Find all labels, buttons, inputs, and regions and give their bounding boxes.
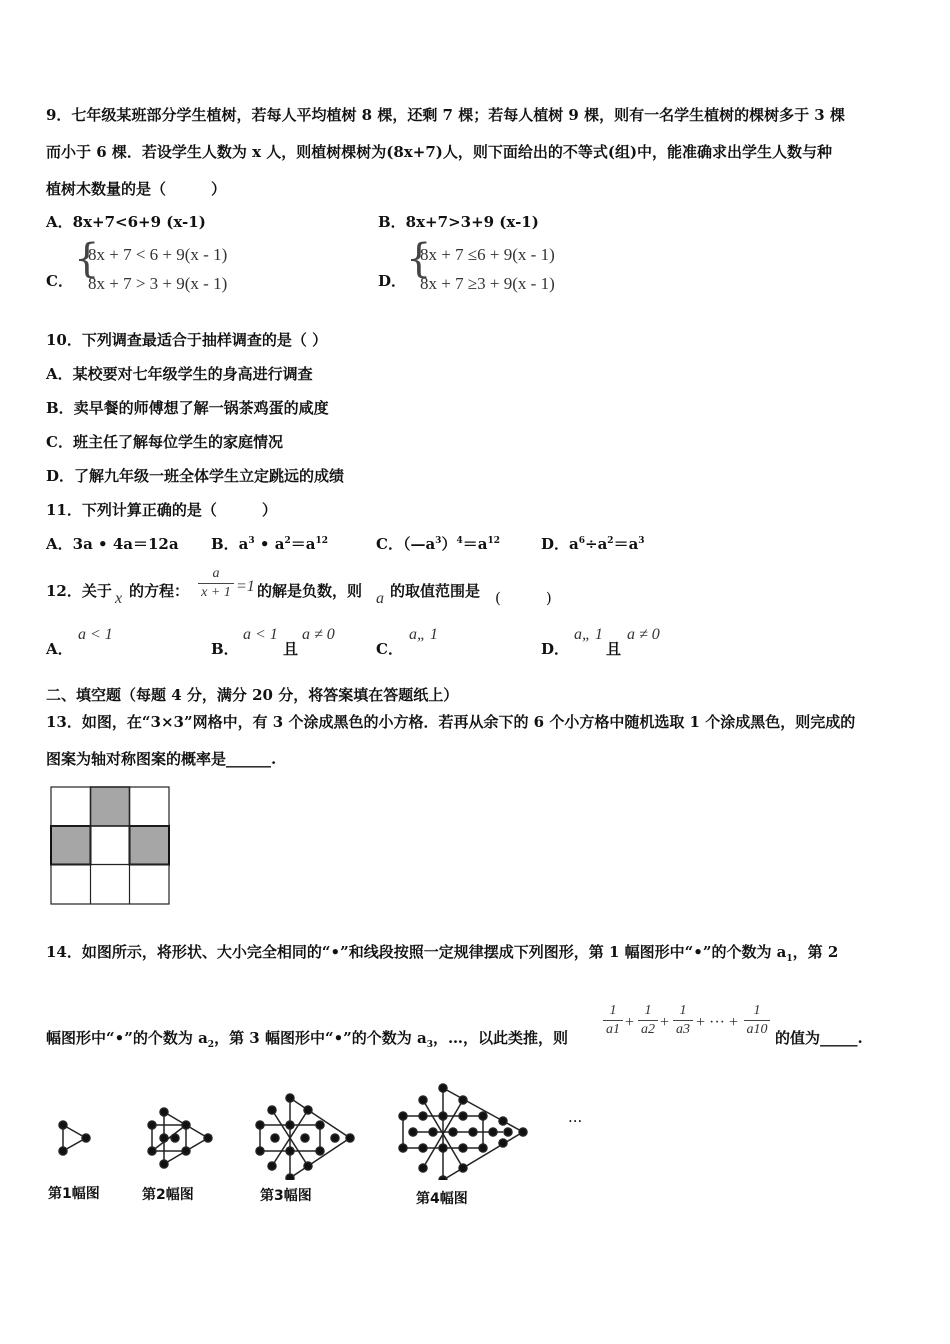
q14-line-1: 14．如图所示，将形状、大小完全相同的“•”和线段按照一定规律摆成下列图形，第 1 幅图形中“•”的个数为 $a_1$，第 2 (46, 943, 839, 964)
q9-line-2: 而小于 6 棵．若设学生人数为 x 人，则植树棵树为(8x+7)人，则下面给出的不等式(组)中，能准确求出学生人数与种 (46, 143, 833, 161)
q14-caption-3: 第3幅图 (260, 1188, 312, 1204)
q12-option-b-label: B． (211, 640, 239, 658)
grid-cell-shaded-top (91, 787, 130, 826)
q14-figures-ellipsis: ··· (568, 1112, 583, 1130)
q10-option-a: A．某校要对七年级学生的身高进行调查 (46, 365, 313, 383)
q9-line-3: 植树木数量的是（ ） (46, 180, 227, 198)
q12-stem-b: 的方程： (129, 582, 190, 600)
q9-option-d-row-2: 8x + 7 ≥3 + 9(x - 1) (420, 274, 555, 293)
q13-grid-figure (50, 786, 172, 906)
q12-stem-a: 12．关于 (46, 582, 112, 600)
q9-option-d-row-1: 8x + 7 ≤6 + 9(x - 1) (420, 245, 555, 264)
q14-sum-plus-1: + (625, 1014, 635, 1031)
q10-option-b: B．卖早餐的师傅想了解一锅茶鸡蛋的咸度 (46, 399, 329, 417)
q14-sum-term-1: 1 a1 (603, 1003, 623, 1038)
q11-option-c: C．$(—a^3)^4=a^{12}$ (376, 535, 500, 553)
q9-option-c-system (88, 240, 227, 298)
q14-sum-dots: + ··· + (696, 1014, 739, 1031)
q12-equation-rhs: =1 (236, 578, 255, 595)
q14-line-2-end: 的值为_____. (775, 1029, 863, 1047)
q9-option-c-row-1: 8x + 7 < 6 + 9(x - 1) (88, 245, 228, 264)
grid-cell-shaded-left (51, 826, 91, 865)
pattern-figure-3 (256, 1094, 354, 1180)
q14-sum-term-10: 1 a10 (744, 1003, 770, 1038)
q9-option-c-row-2: 8x + 7 > 3 + 9(x - 1) (88, 274, 228, 293)
q9-option-d-brace: { (406, 236, 432, 282)
q12-option-a-math: a < 1 (78, 626, 113, 643)
section-2-heading: 二、填空题（每题 4 分，满分 20 分，将答案填在答题纸上） (46, 686, 459, 704)
q9-option-d-system (420, 240, 555, 298)
q12-option-a-label: A． (46, 640, 73, 658)
pattern-figure-2 (148, 1108, 212, 1168)
q12-option-d-math-2: a ≠ 0 (627, 626, 660, 643)
q14-caption-1: 第1幅图 (48, 1186, 100, 1202)
q12-fraction: a x + 1 (198, 566, 234, 601)
q12-var-a: a (376, 590, 384, 607)
q14-caption-4: 第4幅图 (416, 1191, 468, 1207)
q9-option-d-label: D． (378, 272, 407, 290)
q12-stem-d: 的取值范围是 (390, 582, 481, 600)
q12-option-d-label: D． (541, 640, 570, 658)
q12-option-b-math-1: a < 1 (243, 626, 278, 643)
q9-line-1: 9．七年级某班部分学生植树，若每人平均植树 8 棵，还剩 7 棵；若每人植树 9 棵，则有一名学生植树的棵树多于 3 棵 (46, 106, 845, 124)
q12-var-x: x (115, 590, 123, 607)
grid-cell-shaded-right (130, 826, 170, 865)
q10-option-c: C．班主任了解每位学生的家庭情况 (46, 433, 283, 451)
q12-option-b-and: 且 (283, 640, 299, 658)
q12-option-c-label: C． (376, 640, 403, 658)
q11-option-a: A．3a • 4a＝12a (46, 535, 179, 553)
pattern-figure-4 (399, 1084, 527, 1180)
q12-option-d-and: 且 (606, 640, 622, 658)
q12-stem-c: 的解是负数，则 (257, 582, 363, 600)
q11-option-b: B．$a^3$ • $a^2=a^{12}$ (211, 535, 328, 553)
q14-sum-term-2: 1 a2 (638, 1003, 658, 1038)
q9-option-b: B．8x+7>3+9 (x-1) (378, 213, 539, 231)
q13-line-1: 13．如图，在“3×3”网格中，有 3 个涂成黑色的小方格．若再从余下的 6 个小方格中随机选取 1 个涂成黑色，则完成的 (46, 713, 856, 731)
q9-option-c-brace: { (74, 236, 100, 282)
q14-sum-plus-2: + (660, 1014, 670, 1031)
q12-option-c-math: a„ 1 (409, 626, 438, 643)
q11-option-d: D．$a^6\div a^2=a^3$ (541, 535, 645, 553)
q9-option-a: A．8x+7<6+9 (x-1) (46, 213, 206, 231)
q14-pattern-figures (40, 1080, 560, 1180)
q14-sum-term-3: 1 a3 (673, 1003, 693, 1038)
q12-option-b-math-2: a ≠ 0 (302, 626, 335, 643)
q12-answer-paren: ( ) (495, 589, 552, 607)
q14-caption-2: 第2幅图 (142, 1187, 194, 1203)
q12-option-d-math-1: a„ 1 (574, 626, 603, 643)
q14-line-2: 幅图形中“•”的个数为 $a_2$，第 3 幅图形中“•”的个数为 $a_3$，…，以此类推，则 (46, 1029, 569, 1050)
q10-option-d: D．了解九年级一班全体学生立定跳远的成绩 (46, 467, 345, 485)
pattern-figure-1 (59, 1121, 90, 1155)
q11-stem: 11．下列计算正确的是（ ） (46, 501, 277, 519)
q10-stem: 10．下列调查最适合于抽样调查的是（ ） (46, 331, 328, 349)
q9-option-c-label: C． (46, 272, 73, 290)
q13-line-2: 图案为轴对称图案的概率是______. (46, 750, 277, 768)
